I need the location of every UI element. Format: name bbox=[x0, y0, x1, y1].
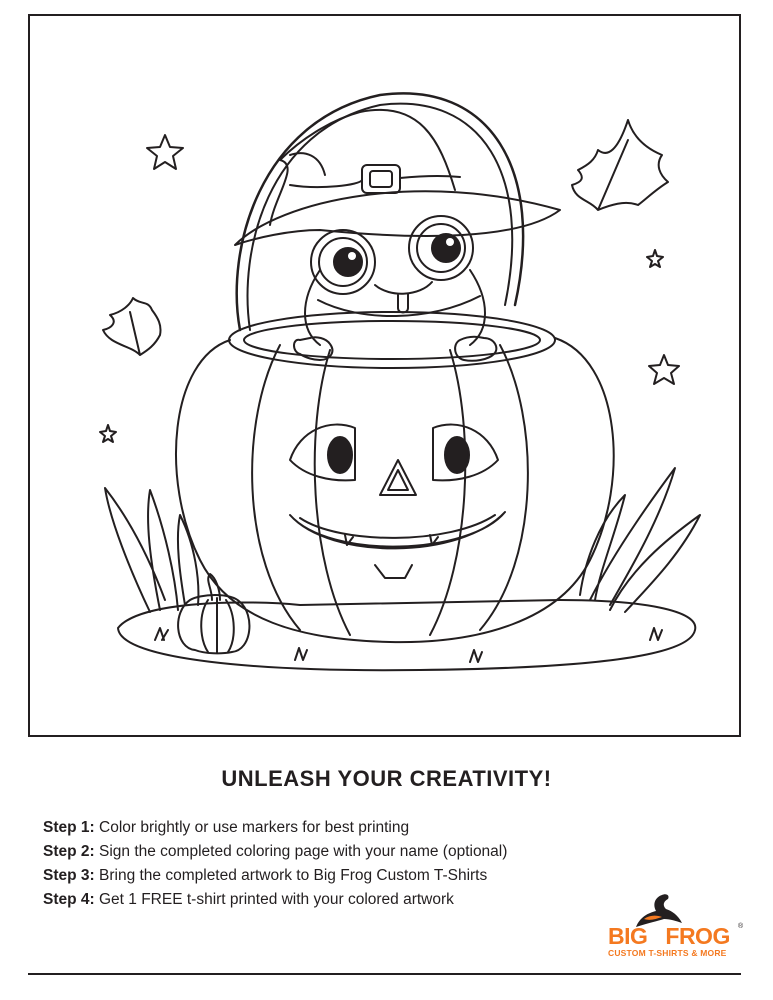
bottom-divider bbox=[28, 973, 741, 975]
maple-leaf-icon bbox=[103, 298, 161, 355]
steps-list bbox=[43, 816, 507, 912]
ground-shape bbox=[118, 600, 695, 670]
big-frog-logo bbox=[604, 893, 754, 963]
step-label: Step 2: bbox=[43, 843, 95, 860]
step-item bbox=[43, 864, 507, 888]
grass-left bbox=[105, 488, 198, 612]
logo-tagline: CUSTOM T-SHIRTS & MORE bbox=[608, 948, 727, 958]
star-icon bbox=[649, 355, 679, 384]
page-headline: UNLEASH YOUR CREATIVITY! bbox=[221, 766, 552, 791]
step-item bbox=[43, 888, 507, 912]
step-item bbox=[43, 816, 507, 840]
step-text: Sign the completed coloring page with your name (optional) bbox=[99, 843, 508, 860]
step-text: Color brightly or use markers for best printing bbox=[99, 819, 410, 836]
frog-icon bbox=[294, 216, 496, 361]
maple-leaf-icon bbox=[572, 120, 668, 210]
step-text: Bring the completed artwork to Big Frog Custom T-Shirts bbox=[99, 867, 488, 884]
step-text: Get 1 FREE t-shirt printed with your colored artwork bbox=[99, 891, 454, 908]
step-label: Step 1: bbox=[43, 819, 95, 836]
registered-mark: ® bbox=[738, 923, 744, 930]
star-icon bbox=[147, 135, 183, 169]
logo-word-frog: FROG bbox=[665, 923, 730, 949]
basket-handle bbox=[237, 93, 523, 330]
step-item bbox=[43, 840, 507, 864]
logo-wordmark bbox=[608, 923, 730, 950]
star-icon bbox=[100, 425, 116, 442]
small-pumpkin-icon bbox=[178, 574, 249, 653]
jack-o-lantern-icon bbox=[176, 312, 614, 642]
step-label: Step 4: bbox=[43, 891, 95, 908]
step-label: Step 3: bbox=[43, 867, 95, 884]
star-icon bbox=[647, 250, 663, 267]
logo-word-big: BIG bbox=[608, 923, 648, 949]
